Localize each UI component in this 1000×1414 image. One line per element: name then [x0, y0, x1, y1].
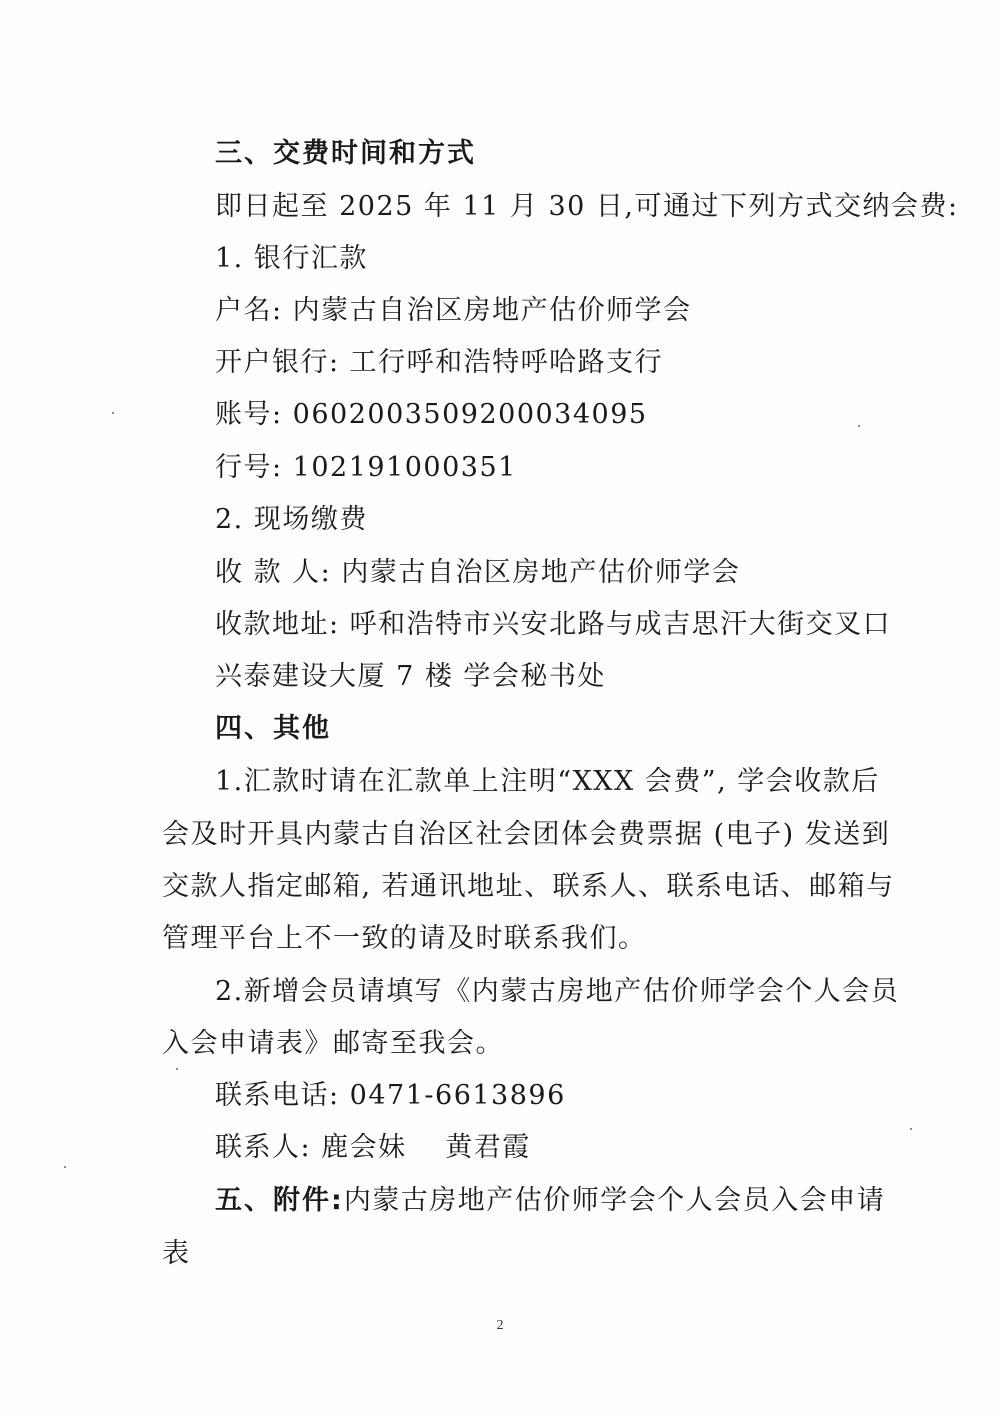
note-1-line-3: 交款人指定邮箱, 若通讯地址、联系人、联系电话、邮箱与 — [162, 871, 895, 902]
note-1-line-4: 管理平台上不一致的请及时联系我们。 — [162, 923, 647, 954]
attachment-line — [215, 1184, 885, 1218]
section-3-heading: 三、交费时间和方式 — [215, 138, 476, 169]
section-5-heading: 五、附件: — [215, 1185, 344, 1216]
payment-address-line-1: 收款地址: 呼和浩特市兴安北路与成吉思汗大街交叉口 — [215, 609, 892, 640]
scan-speck — [112, 412, 114, 414]
bank-code: 行号: 102191000351 — [215, 452, 517, 483]
payee: 收 款 人: 内蒙古自治区房地产估价师学会 — [215, 557, 741, 588]
scan-speck — [858, 425, 860, 427]
payment-address-line-2: 兴泰建设大厦 7 楼 学会秘书处 — [215, 661, 606, 692]
attachment-text: 内蒙古房地产估价师学会个人会员入会申请 — [343, 1185, 886, 1216]
attachment-text-line-2: 表 — [162, 1238, 191, 1269]
note-1-line-1: 1.汇款时请在汇款单上注明“XXX 会费”, 学会收款后 — [215, 766, 880, 797]
account-number: 账号: 0602003509200034095 — [215, 399, 648, 430]
account-name: 户名: 内蒙古自治区房地产估价师学会 — [215, 295, 692, 326]
scan-speck — [176, 1068, 178, 1070]
note-2-line-1: 2.新增会员请填写《内蒙古房地产估价师学会个人会员 — [215, 976, 900, 1007]
bank-name: 开户银行: 工行呼和浩特呼哈路支行 — [215, 347, 664, 378]
method-2-title: 2. 现场缴费 — [215, 504, 368, 535]
note-2-line-2: 入会申请表》邮寄至我会。 — [162, 1028, 504, 1059]
contact-phone: 联系电话: 0471-6613896 — [215, 1080, 566, 1111]
page-number: 2 — [496, 1318, 504, 1333]
contact-persons: 联系人: 鹿会妹 黄君霞 — [215, 1132, 531, 1163]
payment-period-text: 即日起至 2025 年 11 月 30 日,可通过下列方式交纳会费: — [215, 191, 959, 222]
section-4-heading: 四、其他 — [215, 713, 331, 744]
scan-speck — [64, 1166, 66, 1168]
method-1-title: 1. 银行汇款 — [215, 243, 368, 274]
note-1-line-2: 会及时开具内蒙古自治区社会团体会费票据 (电子) 发送到 — [162, 819, 891, 850]
scan-speck — [910, 1128, 912, 1130]
